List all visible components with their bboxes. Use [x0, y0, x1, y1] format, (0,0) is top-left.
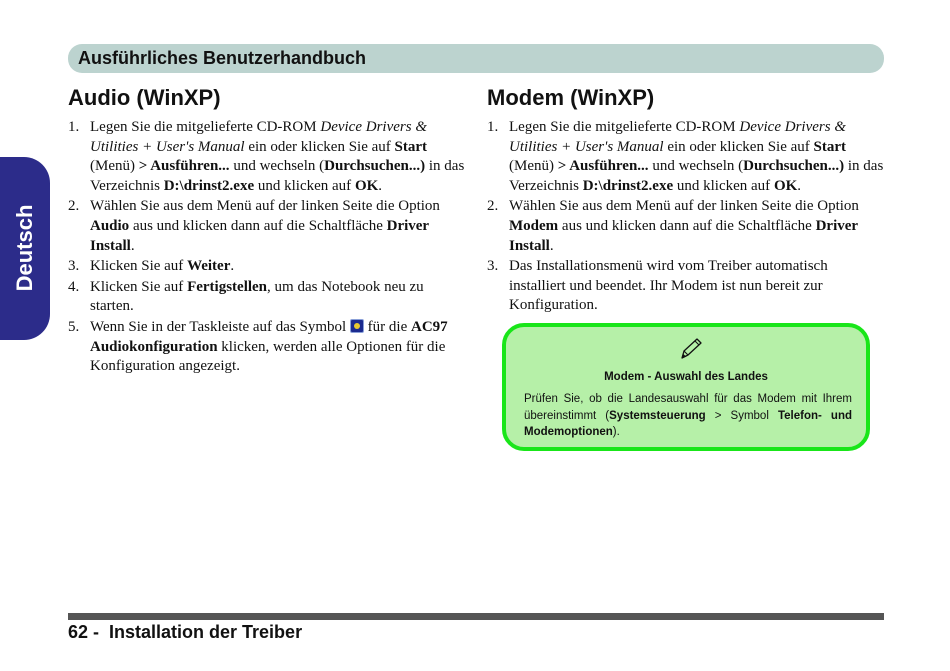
audio-step-4: 4. Klicken Sie auf Fertigstellen, um das Notebook neu zu starten. [68, 278, 424, 315]
note-box [502, 323, 870, 451]
note-title: Modem - Auswahl des Landes [604, 371, 768, 383]
modem-step-1: 1. Legen Sie die mitgelieferte CD-ROM Device Drivers & Utilities + User's Manual ein oder klicken Sie auf Start (Menü) > Ausführen... und wechseln (Durchsuchen...) in das Verzeichnis D:\drinst2.exe und klicken auf OK. [487, 119, 884, 194]
modem-section [487, 84, 885, 317]
audio-section [68, 84, 466, 378]
audio-step-3: 3. Klicken Sie auf Weiter. [68, 258, 235, 275]
header-title: Ausführliches Benutzerhandbuch [78, 48, 367, 68]
pencil-icon [678, 336, 704, 362]
audio-tray-icon [350, 319, 364, 333]
modem-steps [487, 118, 885, 316]
modem-heading: Modem (WinXP) [487, 85, 655, 110]
side-tab-label: Deutsch [12, 204, 37, 292]
modem-step-2: 2. Wählen Sie aus dem Menü auf der linken Seite die Option Modem aus und klicken dann auf die Schaltfläche Driver Install. [487, 198, 859, 254]
audio-step-1: 1. Legen Sie die mitgelieferte CD-ROM Device Drivers & Utilities + User's Manual ein oder klicken Sie auf Start (Menü) > Ausführen... und wechseln (Durchsuchen...) in das Verzeichnis D:\drinst2.exe und klicken auf OK. [68, 119, 465, 194]
audio-heading: Audio (WinXP) [68, 85, 221, 110]
footer-rule [68, 613, 884, 620]
modem-step-3: 3. Das Installationsmenü wird vom Treiber automatisch installiert und beendet. Ihr Modem ist nun bereit zur Konfiguration. [487, 258, 828, 314]
audio-step-2: 2. Wählen Sie aus dem Menü auf der linken Seite die Option Audio aus und klicken dann auf die Schaltfläche Driver Install. [68, 198, 440, 254]
note-body: Prüfen Sie, ob die Landesauswahl für das Modem mit Ihrem übereinstimmt (Systemsteuerung > Symbol Telefon- und Modemoptionen). [524, 393, 852, 438]
footer-page-label: 62 - Installation der Treiber [68, 622, 303, 642]
audio-step-5: 5. Wenn Sie in der Taskleiste auf das Symbol für die AC97 Audiokonfiguration klicken, werden alle Optionen für die Konfiguration angezeigt. [68, 318, 448, 375]
running-header [68, 44, 884, 73]
audio-steps [68, 118, 466, 377]
language-side-tab [0, 157, 50, 340]
